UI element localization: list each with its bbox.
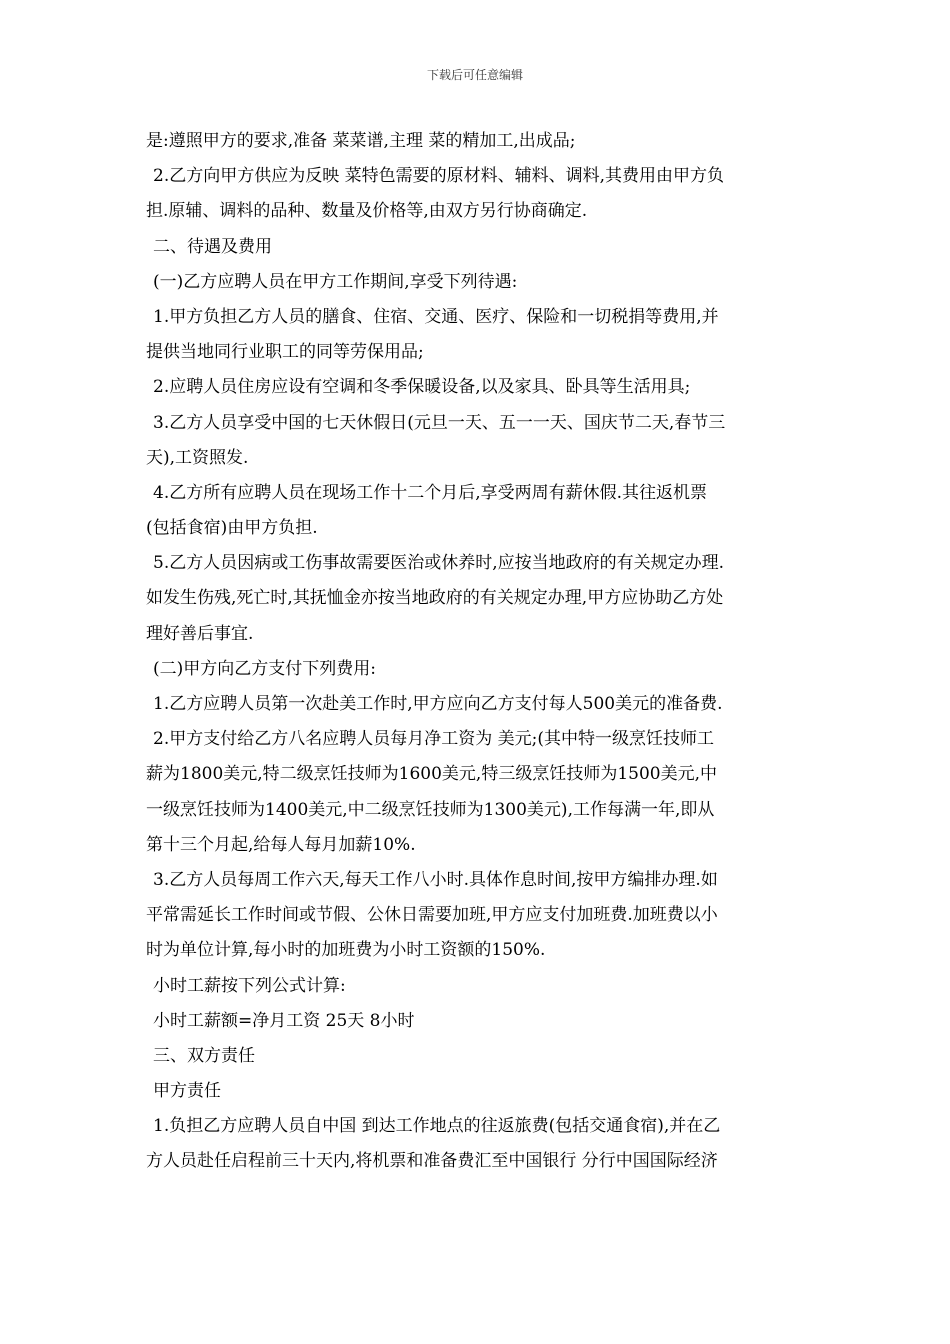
text-line: 担.原辅、调料的品种、数量及价格等,由双方另行协商确定. <box>146 201 588 222</box>
text-line: 如发生伤残,死亡时,其抚恤金亦按当地政府的有关规定办理,甲方应协助乙方处 <box>146 588 724 609</box>
text-line: 1.甲方负担乙方人员的膳食、住宿、交通、医疗、保险和一切税捐等费用,并 <box>153 306 719 327</box>
text-line: 5.乙方人员因病或工伤事故需要医治或休养时,应按当地政府的有关规定办理. <box>153 553 725 574</box>
subsection-heading: (二)甲方向乙方支付下列费用: <box>153 658 376 679</box>
text-line: 是:遵照甲方的要求,准备 菜菜谱,主理 菜的精加工,出成品; <box>146 131 576 151</box>
text-line: 2.甲方支付给乙方八名应聘人员每月净工资为 美元;(其中特一级烹饪技师工 <box>153 729 714 750</box>
subsection-heading: (一)乙方应聘人员在甲方工作期间,享受下列待遇: <box>153 271 518 292</box>
text-line: 方人员赴任启程前三十天内,将机票和准备费汇至中国银行 分行中国国际经济 <box>146 1151 718 1172</box>
page-header: 下载后可任意编辑 <box>426 68 523 82</box>
text-line: 理好善后事宜. <box>146 623 254 644</box>
text-line: 4.乙方所有应聘人员在现场工作十二个月后,享受两周有薪休假.其往返机票 <box>153 482 708 503</box>
text-line: (包括食宿)由甲方负担. <box>146 518 318 539</box>
text-line: 1.乙方应聘人员第一次赴美工作时,甲方应向乙方支付每人500美元的准备费. <box>153 694 723 714</box>
text-line: 3.乙方人员每周工作六天,每天工作八小时.具体作息时间,按甲方编排办理.如 <box>153 869 718 890</box>
text-line: 一级烹饪技师为1400美元,中二级烹饪技师为1300美元),工作每满一年,即从 <box>146 799 715 820</box>
text-line: 2.乙方向甲方供应为反映 菜特色需要的原材料、辅料、调料,其费用由甲方负 <box>153 166 725 187</box>
section-heading: 二、待遇及费用 <box>153 236 272 257</box>
text-line: 提供当地同行业职工的同等劳保用品; <box>146 342 424 363</box>
subsection-heading: 甲方责任 <box>153 1081 221 1102</box>
text-line: 薪为1800美元,特二级烹饪技师为1600美元,特三级烹饪技师为1500美元,中 <box>146 764 718 785</box>
document-body <box>146 124 812 1180</box>
text-line: 天),工资照发. <box>146 447 249 468</box>
text-line: 第十三个月起,给每人每月加薪10%. <box>146 834 416 855</box>
text-line: 小时工薪按下列公式计算: <box>153 975 346 996</box>
text-line: 2.应聘人员住房应设有空调和冬季保暖设备,以及家具、卧具等生活用具; <box>153 377 691 398</box>
formula-line: 小时工薪额=净月工资 25天 8小时 <box>153 1010 415 1031</box>
text-line: 时为单位计算,每小时的加班费为小时工资额的150%. <box>146 940 546 961</box>
section-heading: 三、双方责任 <box>153 1045 255 1066</box>
text-line: 1.负担乙方应聘人员自中国 到达工作地点的往返旅费(包括交通食宿),并在乙 <box>153 1116 721 1137</box>
text-line: 平常需延长工作时间或节假、公休日需要加班,甲方应支付加班费.加班费以小 <box>146 905 718 926</box>
text-line: 3.乙方人员享受中国的七天休假日(元旦一天、五一一天、国庆节二天,春节三 <box>153 412 726 433</box>
